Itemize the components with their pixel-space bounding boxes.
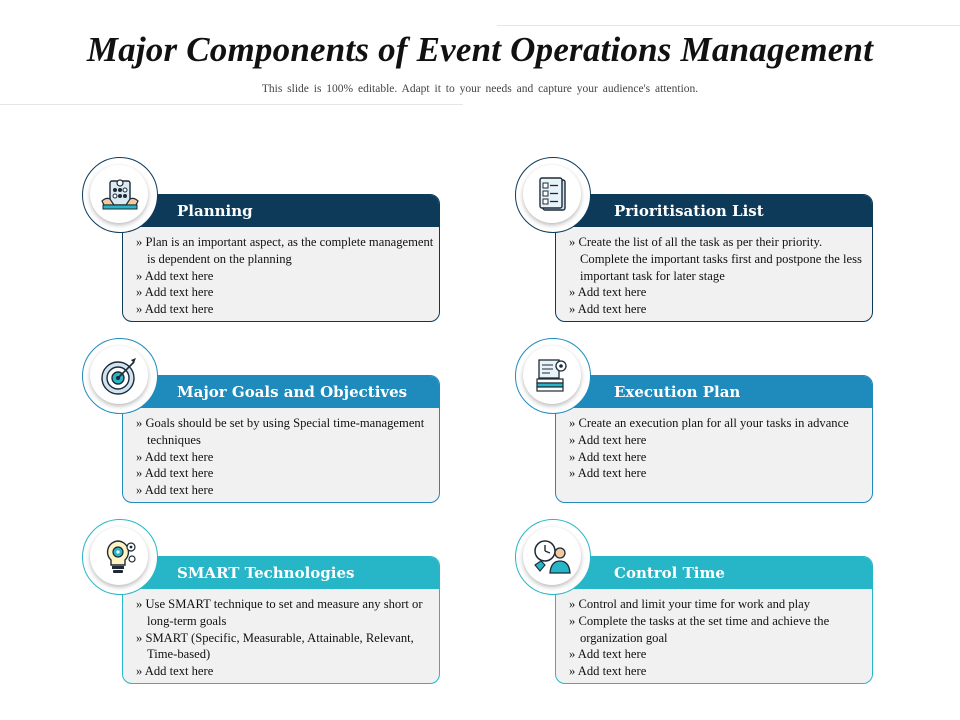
bullet-list [569,596,869,680]
card-header-bar [123,376,439,408]
bullet-item: » Add text here [136,284,436,301]
bullet-item: » Add text here [569,432,869,449]
card-title: SMART Technologies [177,564,355,582]
card-planning [122,194,440,322]
bullet-item: » Add text here [136,268,436,285]
bullet-item: » Add text here [569,301,869,318]
card-title: Major Goals and Objectives [177,383,408,401]
bullet-list [136,596,436,680]
page-subtitle: This slide is 100% editable. Adapt it to your needs and capture your audience's attention. [261,83,699,95]
bullet-item: » Create an execution plan for all your tasks in advance [569,415,869,432]
clock-person-icon [531,535,575,579]
card-box [555,194,873,322]
bullet-item: » Add text here [569,663,869,680]
card-header-bar [556,376,872,408]
bullet-list [569,415,869,482]
card-execution-plan [555,375,873,503]
bullet-item: » Add text here [136,449,436,466]
bullet-item: » Add text here [569,465,869,482]
bullet-item: » Plan is an important aspect, as the complete management is dependent on the planning [136,234,436,268]
bullet-item: » Add text here [136,482,436,499]
card-major-goals [122,375,440,503]
page-title: Major Components of Event Operations Management [86,30,874,69]
card-box [122,556,440,684]
card-title: Prioritisation List [614,202,764,220]
card-title: Control Time [614,564,725,582]
top-divider [497,25,960,26]
bullet-item: » Control and limit your time for work and play [569,596,869,613]
bullet-list [569,234,869,318]
card-header-bar [123,195,439,227]
planning-icon [98,173,142,217]
card-prioritisation-list [555,194,873,322]
card-control-time [555,556,873,684]
bullet-item: » Add text here [136,465,436,482]
bullet-item: » Use SMART technique to set and measure any short or long-term goals [136,596,436,630]
bullet-item: » Complete the tasks at the set time and achieve the organization goal [569,613,869,647]
card-box [555,375,873,503]
card-header-bar [556,195,872,227]
card-box [122,194,440,322]
bullet-item: » Add text here [569,646,869,663]
icon-badge [515,519,591,595]
icon-badge [515,338,591,414]
documents-gear-icon [531,354,575,398]
bullet-item: » Add text here [136,663,436,680]
card-smart-technologies [122,556,440,684]
icon-badge [82,338,158,414]
card-header-bar [556,557,872,589]
bullet-item: » SMART (Specific, Measurable, Attainable, Relevant, Time-based) [136,630,436,664]
card-box [122,375,440,503]
icon-badge [82,519,158,595]
card-header-bar [123,557,439,589]
bullet-item: » Add text here [569,284,869,301]
checklist-icon [531,173,575,217]
lightbulb-gears-icon [98,535,142,579]
bullet-list [136,234,436,318]
card-title: Execution Plan [614,383,741,401]
bullet-item: » Add text here [569,449,869,466]
icon-badge [515,157,591,233]
subtitle-divider [0,104,463,105]
bullet-item: » Goals should be set by using Special time-management techniques [136,415,436,449]
card-title: Planning [177,202,253,220]
bullet-item: » Add text here [136,301,436,318]
target-icon [98,354,142,398]
card-box [555,556,873,684]
bullet-list [136,415,436,499]
icon-badge [82,157,158,233]
bullet-item: » Create the list of all the task as per their priority. Complete the important tasks first and postpone the less important task for later stage [569,234,869,284]
